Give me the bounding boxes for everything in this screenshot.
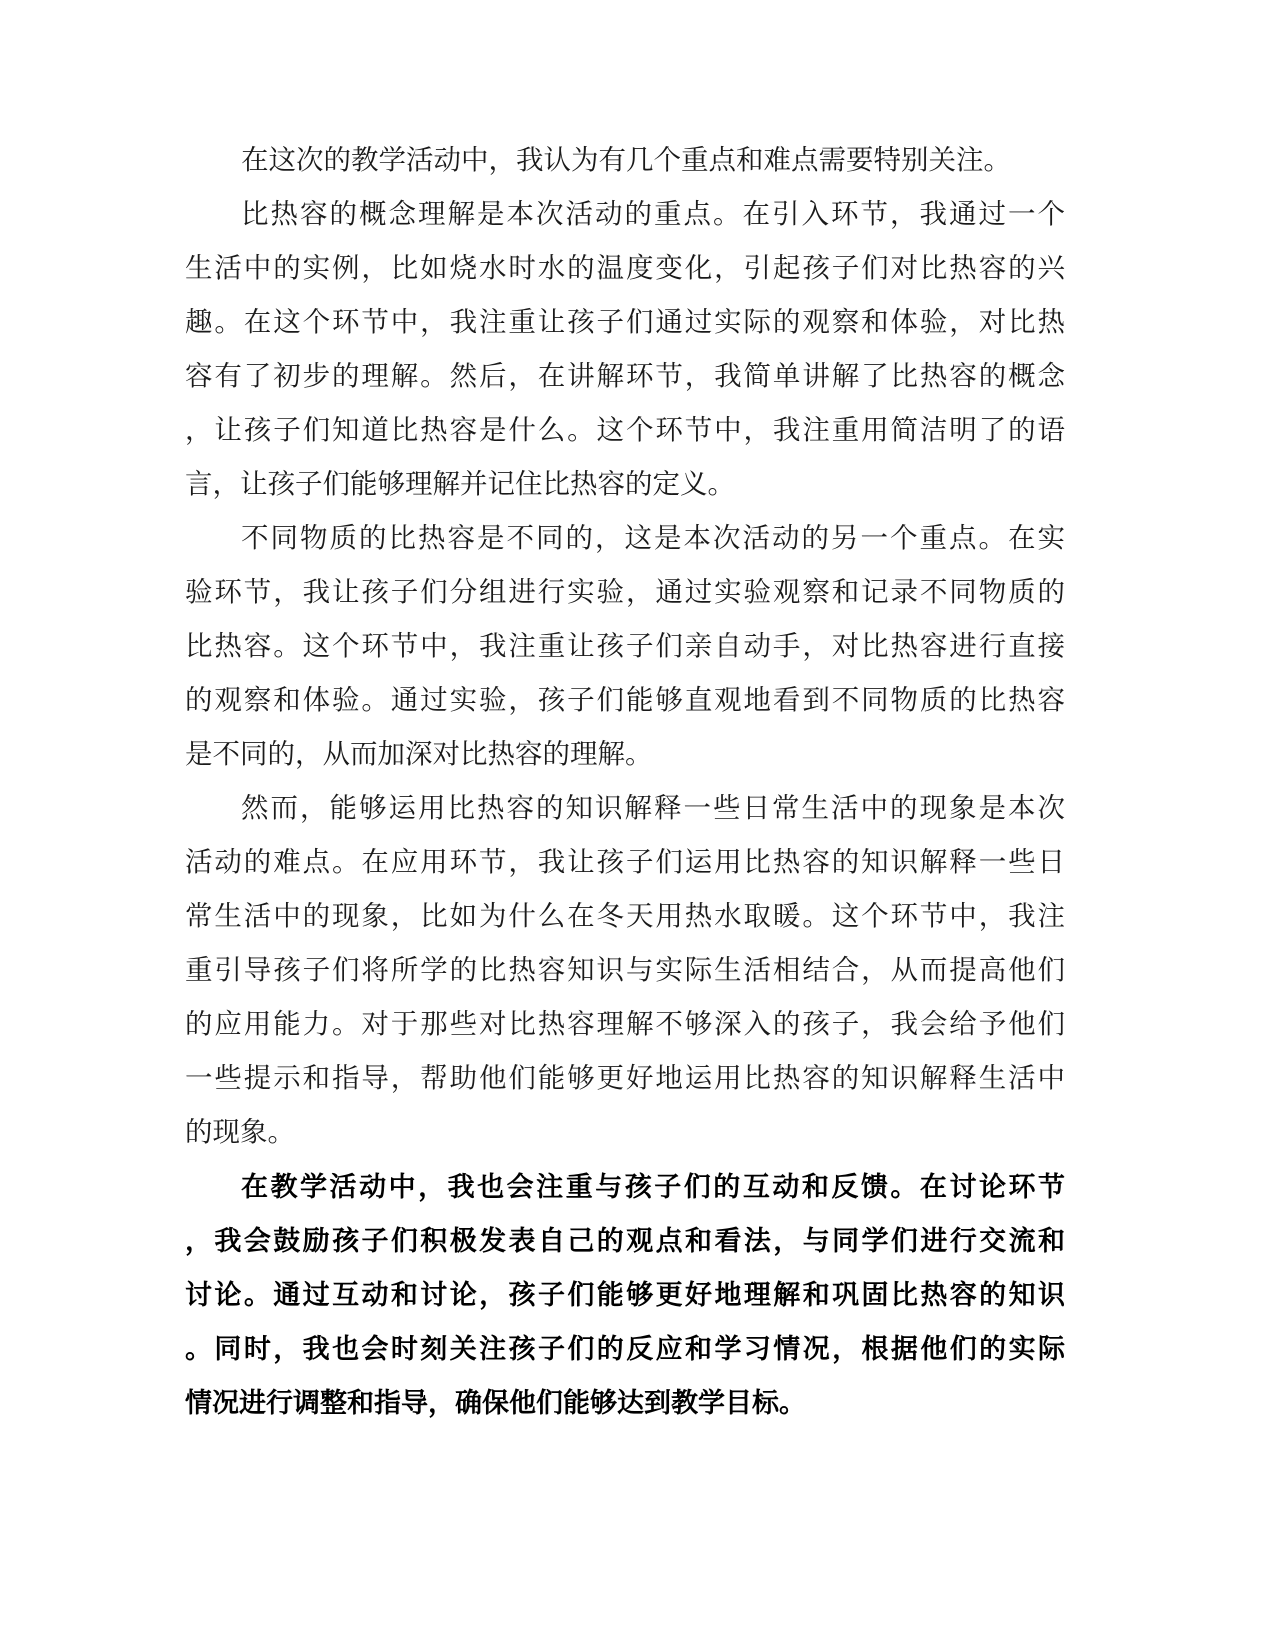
paragraph-5-line-5: 情况进行调整和指导，确保他们能够达到教学目标。 (185, 1388, 806, 1419)
paragraph-2-line-4: 容有了初步的理解。然后，在讲解环节，我简单讲解了比热容的概念 (185, 360, 1065, 392)
paragraph-5-line-3: 讨论。通过互动和讨论，孩子们能够更好地理解和巩固比热容的知识 (185, 1280, 1065, 1311)
paragraph-5-line-4: 。同时，我也会时刻关注孩子们的反应和学习情况，根据他们的实际 (185, 1334, 1065, 1365)
paragraph-2-line-1: 比热容的概念理解是本次活动的重点。在引入环节，我通过一个 (241, 198, 1065, 230)
paragraph-4-line-7: 的现象。 (185, 1116, 295, 1148)
paragraph-2-line-6: 言，让孩子们能够理解并记住比热容的定义。 (185, 468, 735, 500)
paragraph-4-line-5: 的应用能力。对于那些对比热容理解不够深入的孩子，我会给予他们 (185, 1008, 1065, 1040)
paragraph-5-line-2: ，我会鼓励孩子们积极发表自己的观点和看法，与同学们进行交流和 (185, 1226, 1065, 1257)
paragraph-2-line-3: 趣。在这个环节中，我注重让孩子们通过实际的观察和体验，对比热 (185, 306, 1065, 338)
paragraph-1-line-1: 在这次的教学活动中，我认为有几个重点和难点需要特别关注。 (241, 144, 1011, 176)
paragraph-2-line-5: ，让孩子们知道比热容是什么。这个环节中，我注重用简洁明了的语 (185, 414, 1065, 446)
paragraph-3-line-3: 比热容。这个环节中，我注重让孩子们亲自动手，对比热容进行直接 (185, 630, 1065, 662)
paragraph-3-line-1: 不同物质的比热容是不同的，这是本次活动的另一个重点。在实 (241, 522, 1065, 554)
paragraph-4-line-2: 活动的难点。在应用环节，我让孩子们运用比热容的知识解释一些日 (185, 846, 1065, 878)
paragraph-2-line-2: 生活中的实例，比如烧水时水的温度变化，引起孩子们对比热容的兴 (185, 252, 1065, 284)
paragraph-4-line-3: 常生活中的现象，比如为什么在冬天用热水取暖。这个环节中，我注 (185, 900, 1065, 932)
paragraph-4-line-4: 重引导孩子们将所学的比热容知识与实际生活相结合，从而提高他们 (185, 954, 1065, 986)
paragraph-3-line-2: 验环节，我让孩子们分组进行实验，通过实验观察和记录不同物质的 (185, 576, 1065, 608)
paragraph-3-line-4: 的观察和体验。通过实验，孩子们能够直观地看到不同物质的比热容 (185, 684, 1065, 716)
paragraph-5-line-1: 在教学活动中，我也会注重与孩子们的互动和反馈。在讨论环节 (241, 1172, 1065, 1203)
paragraph-4-line-1: 然而，能够运用比热容的知识解释一些日常生活中的现象是本次 (241, 792, 1065, 824)
paragraph-3-line-5: 是不同的，从而加深对比热容的理解。 (185, 738, 653, 770)
paragraph-4-line-6: 一些提示和指导，帮助他们能够更好地运用比热容的知识解释生活中 (185, 1062, 1065, 1094)
